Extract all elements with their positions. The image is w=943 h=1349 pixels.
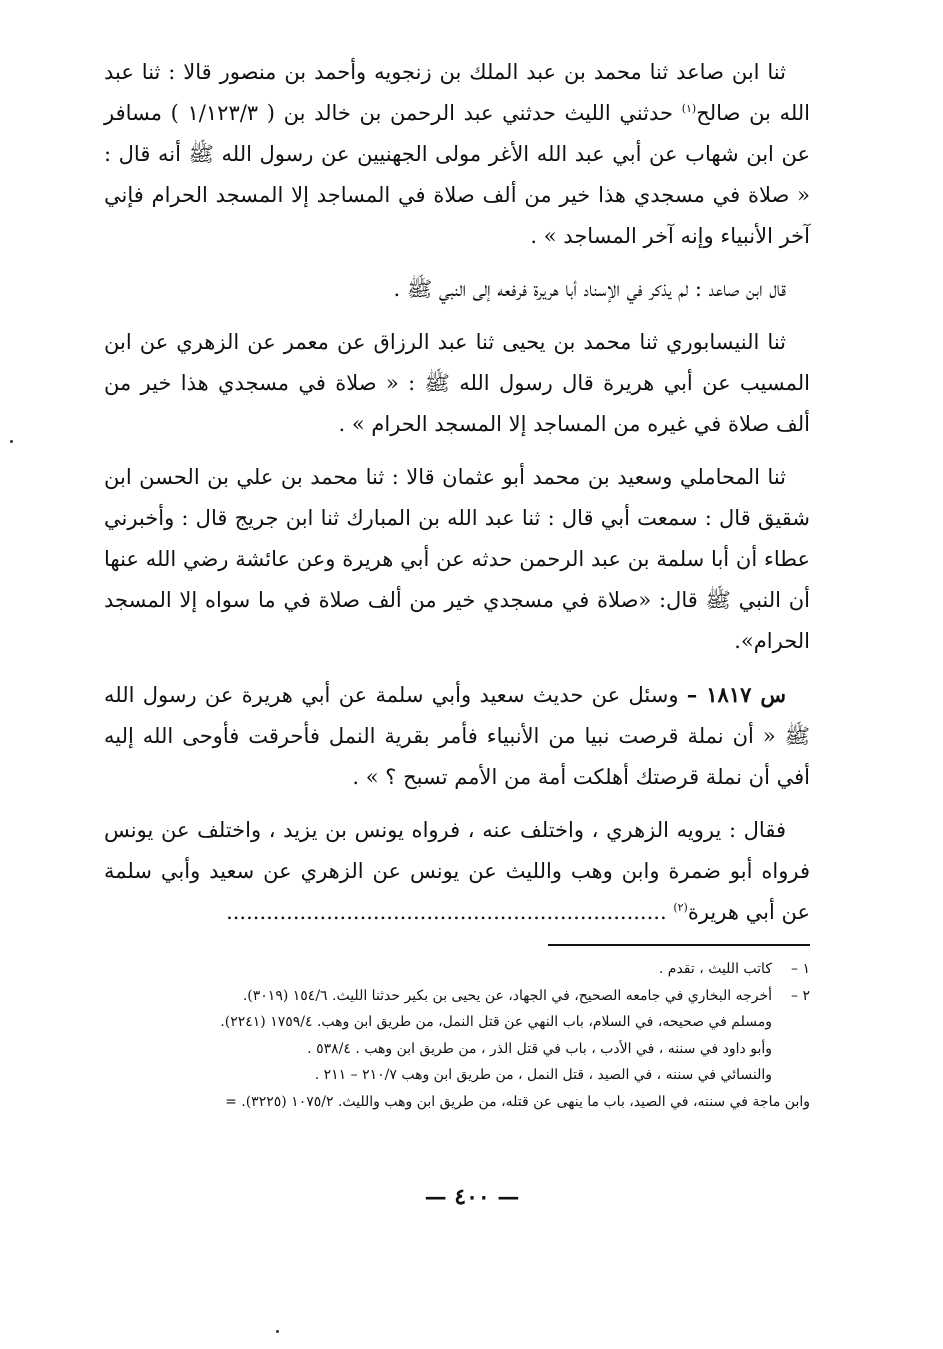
footnote-text: أخرجه البخاري في جامعه الصحيح، في الجهاد، عن يحيى بن بكير حدثنا الليث. ١٥٤/٦ (٣٠١٩). [242,987,772,1004]
page-number: — ٤٠٠ — [424,1184,520,1210]
ellipsis-dots: .................................................................. [226,900,667,924]
scan-speck [276,1330,279,1333]
main-text [104,52,810,945]
footnote-text: كاتب الليث ، تقدم . [658,961,772,977]
scan-speck [10,440,13,443]
footnote-2-line: وابن ماجة في سننه، في الصيد، باب ما ينهى عن قتله، من طريق ابن وهب والليث. ١٠٧٥/٢ (٣٢٢٥). = [225,1093,810,1110]
question-1817 [104,674,810,798]
footnote-ref-1: (١) [681,102,697,115]
footnote-2-line: ومسلم في صحيحه، في السلام، باب النهي عن قتل النمل، من طريق ابن وهب. ١٧٥٩/٤ (٢٢٤١). [220,1014,772,1030]
paragraph-ibn-saad-note: قال ابن صاعد : لم يذكر في الإسناد أبا هريرة فرفعه إلى النبي ﷺ . [393,277,786,301]
footnote-1 [92,956,810,983]
footnote-2-line: والنسائي في سننه ، في الصيد ، قتل النمل ، من طريق ابن وهب ٢١٠/٧ – ٢١١ . [314,1067,772,1083]
footnote-ref-2: (٢) [673,901,688,914]
p1-text: ثنا ابن صاعد ثنا محمد بن عبد الملك بن زنجويه وأحمد بن منصور قالا : ثنا عبد الله بن صالح [104,60,810,125]
answer-paragraph [104,810,810,933]
footnote-number: ١ – [791,961,810,977]
question-number: س ١٨١٧ – [686,682,786,707]
paragraph-hadith-ibn-saad [104,52,810,257]
footnote-2-line: وأبو داود في سننه ، في الأدب ، باب في قتل الذر ، من طريق ابن وهب . ٥٣٨/٤ . [307,1040,772,1057]
footnotes [92,956,810,1115]
question-text: وسئل عن حديث سعيد وأبي سلمة عن أبي هريرة عن رسول الله ﷺ « أن نملة قرصت نبيا من الأنبياء فأمر بقرية النمل فأحرقت فأوحى الله إليه أفي أن نملة قرصتك أهلكت أمة من الأمم تسبح ؟ » . [104,683,810,789]
footnote-2 [92,983,810,1010]
paragraph-mahamili: ثنا المحاملي وسعيد بن محمد أبو عثمان قالا : ثنا محمد بن علي بن الحسن ابن شقيق قال : سمعت أبي قال : ثنا عبد الله بن المبارك ثنا ابن جريج قال : وأخبرني عطاء أن أبا سلمة بن عبد الرحمن حدثه عن أبي هريرة وعن عائشة رضي الله عنها أن النبي ﷺ قال: «صلاة في مسجدي خير من ألف صلاة في ما سواه إلا المسجد الحرام». [104,465,810,653]
answer-text: فقال : يرويه الزهري ، واختلف عنه ، فرواه يونس بن يزيد ، واختلف عن يونس فرواه أبو ضمرة وابن وهب والليث عن يونس عن الزهري عن سعيد وأبي سلمة عن أبي هريرة [104,818,810,924]
paragraph-naysaburi: ثنا النيسابوري ثنا محمد بن يحيى ثنا عبد الرزاق عن معمر عن الزهري عن ابن المسيب عن أبي هريرة قال رسول الله ﷺ : « صلاة في مسجدي هذا خير من ألف صلاة في غيره من المساجد إلا المسجد الحرام » . [104,330,810,436]
footnote-divider [548,944,810,946]
p1-continuation: حدثني الليث حدثني عبد الرحمن بن خالد بن ( ١/١٢٣/٣ ) مسافر عن ابن شهاب عن أبي عبد الله الأغر مولى الجهنيين عن رسول الله ﷺ أنه قال : « صلاة في مسجدي هذا خير من ألف صلاة في المساجد إلا المسجد الحرام فإني آخر الأنبياء وإنه آخر المساجد » . [104,101,810,248]
footnote-number: ٢ – [791,987,810,1004]
